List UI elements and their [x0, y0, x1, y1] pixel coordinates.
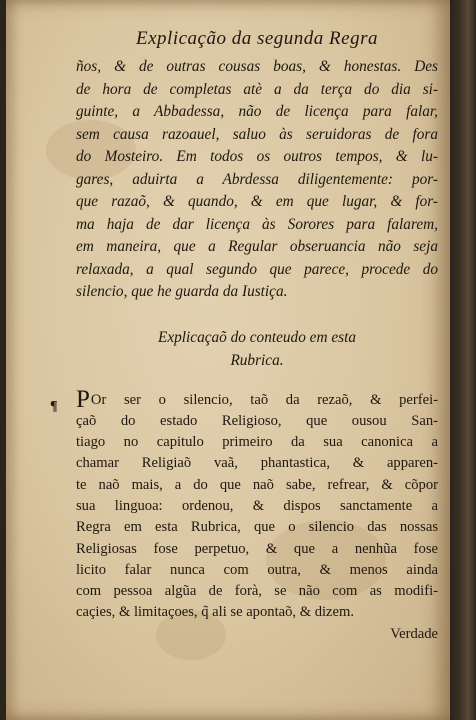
- section-heading-line: Rubrica.: [230, 351, 284, 369]
- text-line: te naõ mais, a do que naõ sabe, refrear, & cõpor: [76, 476, 438, 493]
- text-line: do Mosteiro. Em todos os outros tempos, & lu-: [76, 148, 438, 165]
- text-line: caçies, & limitaçoes, q̃ ali se apontaõ, & dizem.: [76, 604, 355, 621]
- paragraph-mark: ¶: [50, 398, 58, 414]
- text-line: tiago no capitulo primeiro da sua canonica a: [76, 434, 438, 451]
- catchword: Verdade: [390, 625, 438, 642]
- first-line-text: Or ser o silencio, taõ da rezaõ, & perfei-: [90, 391, 438, 408]
- text-line: guinte, a Abbadessa, não de licença para falar,: [76, 103, 438, 120]
- roman-paragraph: [50, 385, 438, 624]
- book-page: [6, 0, 450, 720]
- text-line: relaxada, a qual segundo que parece, procede do: [76, 260, 438, 278]
- text-line: que razaõ, & quando, & em que lugar, & for-: [76, 193, 438, 210]
- text-line: em maneira, que a Regular obseruancia não seja: [76, 238, 438, 255]
- text-line: chamar Religiaõ vaã, phantastica, & apparen-: [76, 455, 438, 472]
- text-line: çaõ do estado Religioso, que ousou San-: [76, 412, 438, 429]
- text-line: de hora de completas atè a da terça do dia si-: [76, 80, 438, 98]
- text-line: [76, 385, 438, 413]
- book-edge: [450, 0, 476, 720]
- section-heading-line: Explicaçaõ do conteudo em esta: [158, 328, 356, 346]
- text-line: ma haja de dar licença às Sorores para falarem,: [76, 215, 438, 233]
- text-line: sua linguoa: ordenou, & dispos sanctamente a: [76, 497, 438, 514]
- text-line: sem causa razoauel, saluo às seruidoras de fora: [76, 125, 438, 143]
- text-line: licito falar nunca com outra, & menos ainda: [76, 561, 438, 578]
- text-line: Religiosas fose perpetuo, & que a nenhũa fose: [76, 540, 438, 557]
- text-line: Regra em esta Rubrica, que o silencio das nossas: [76, 519, 438, 536]
- running-head: Explicação da segunda Regra: [136, 28, 378, 49]
- text-line: silencio, que he guarda da Iustiça.: [76, 283, 288, 300]
- text-line: gares, aduirta a Abrdessa diligentemente: por-: [76, 170, 438, 188]
- text-block: [50, 28, 438, 644]
- text-line: ños, & de outras cousas boas, & honestas. Des: [76, 58, 438, 75]
- italic-paragraph: [76, 56, 438, 304]
- text-line: com pessoa algũa de forà, se não com as modifi-: [76, 583, 438, 600]
- drop-cap: P: [76, 385, 90, 413]
- section-heading: [76, 326, 438, 372]
